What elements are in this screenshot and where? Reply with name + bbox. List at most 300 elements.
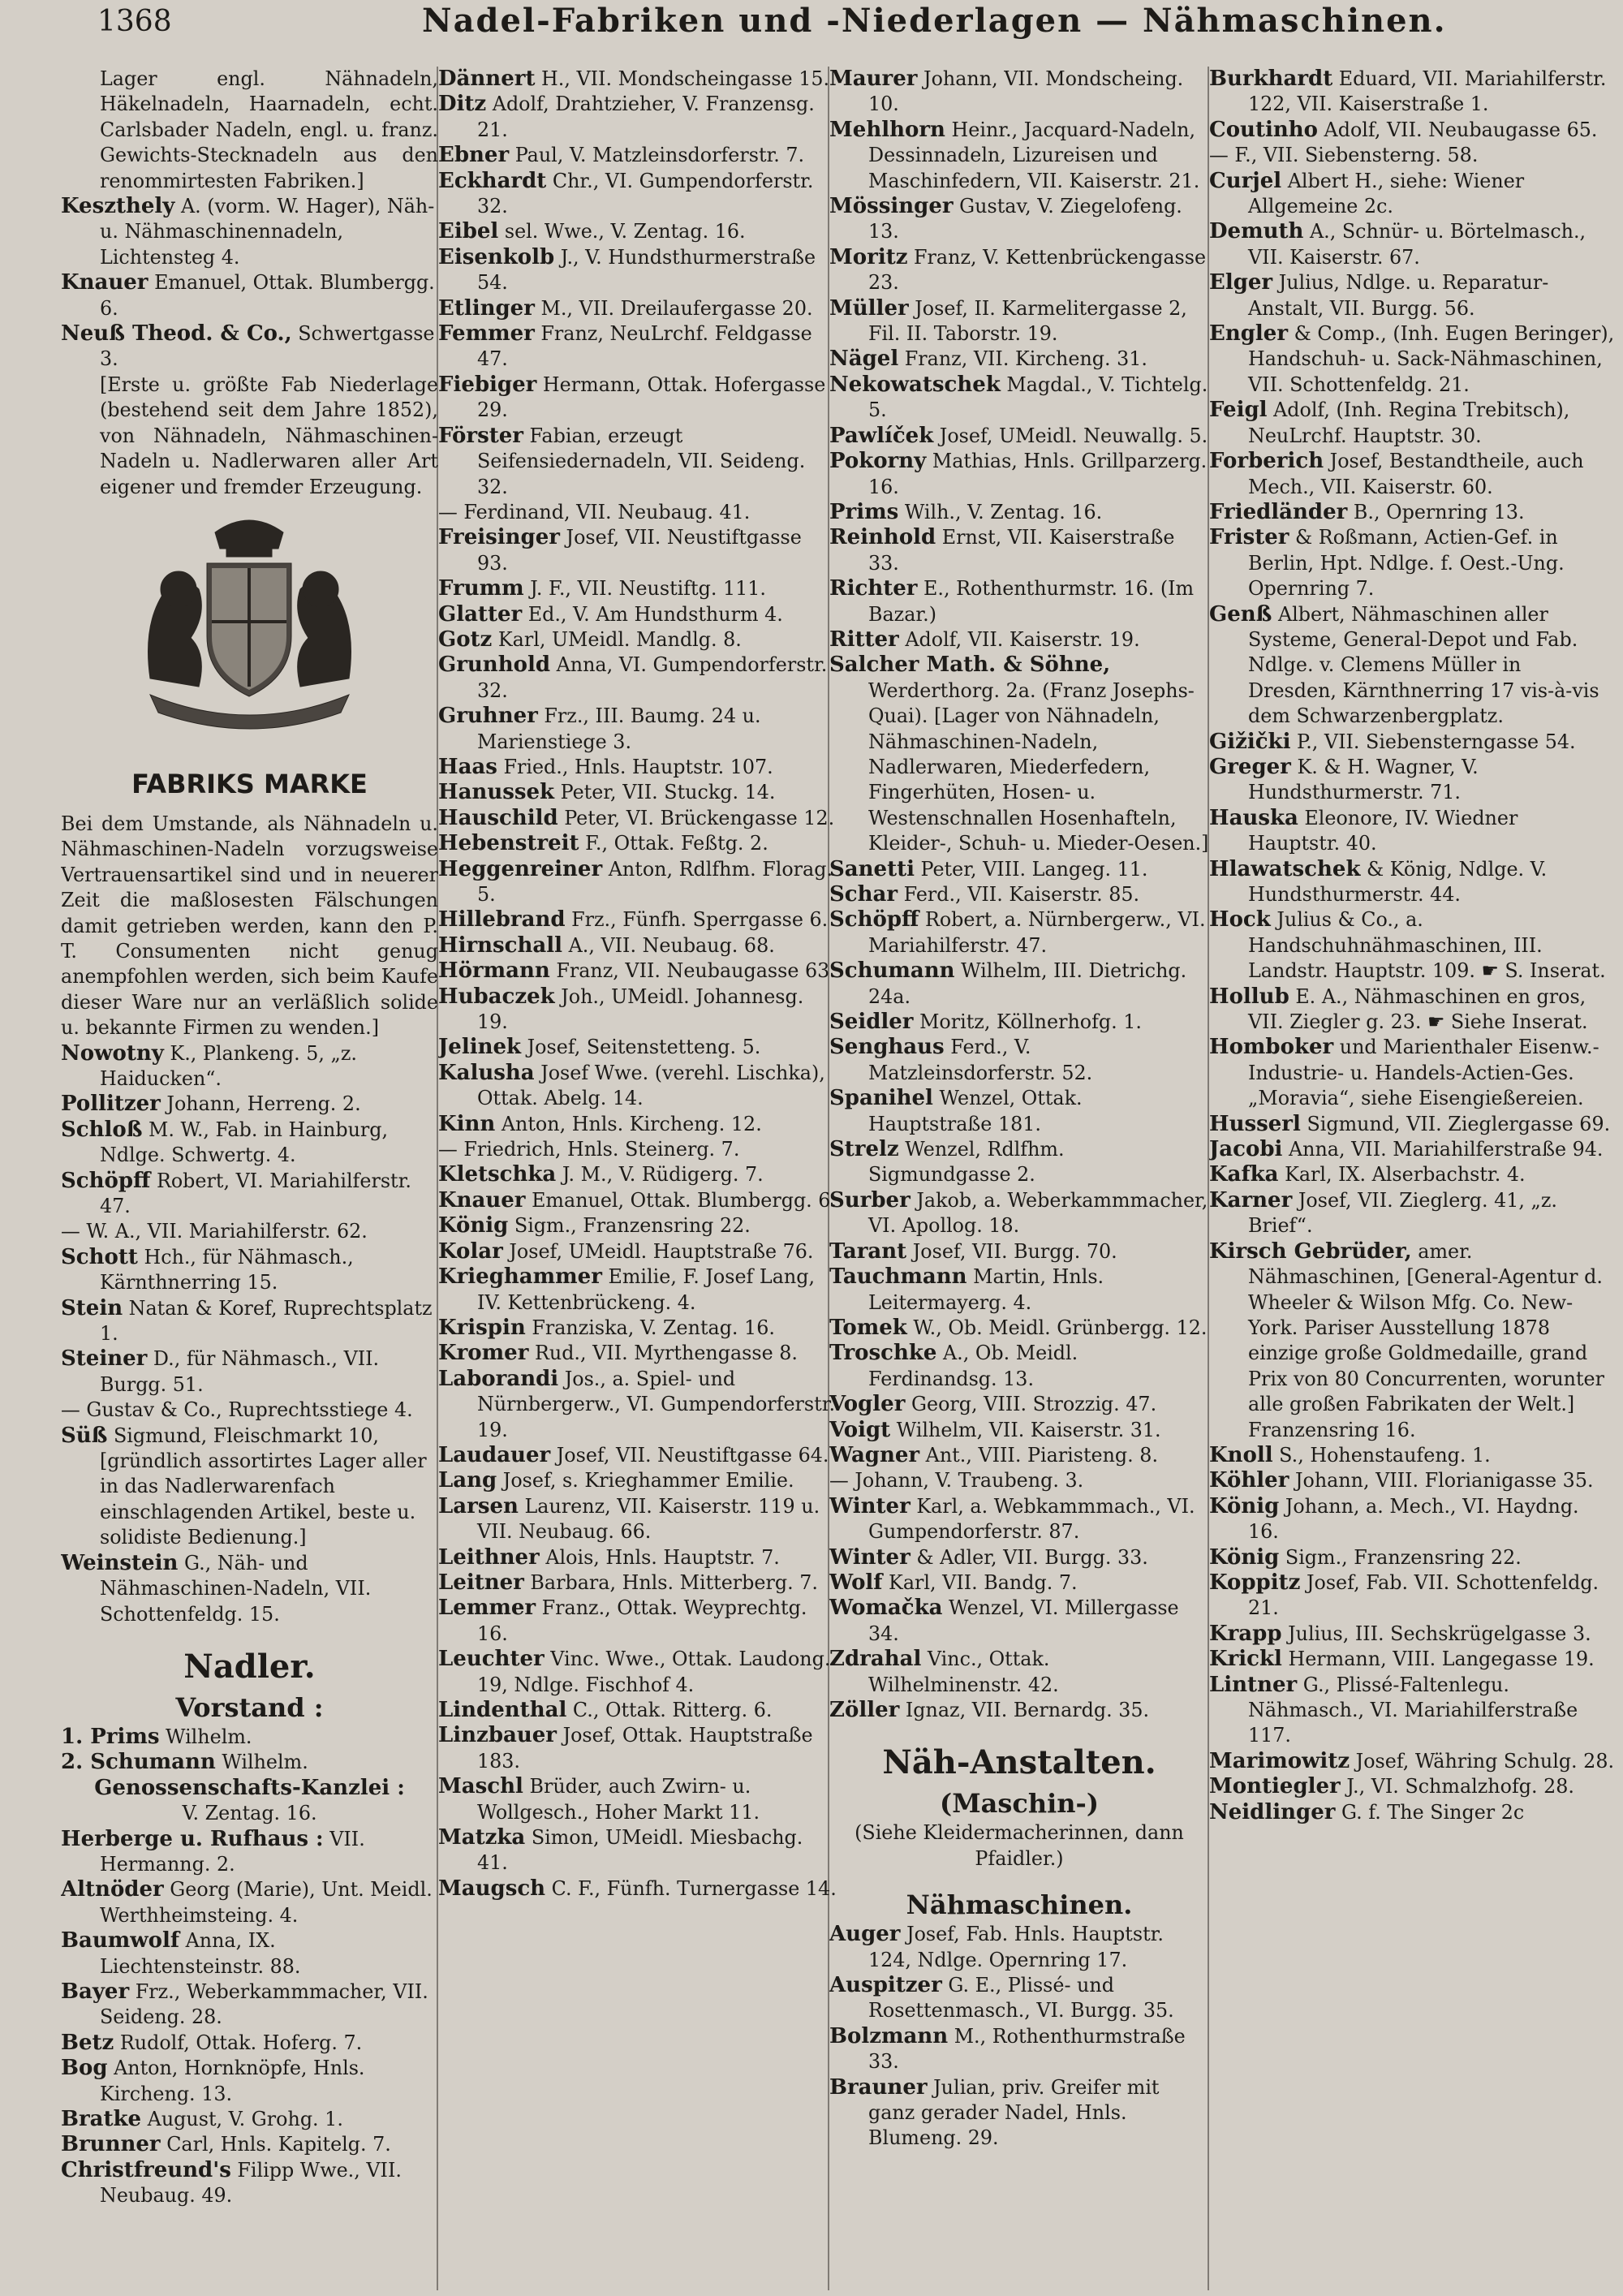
entry-list: [829, 67, 1209, 1723]
entry-details: Robert, VI. Mariahilferstr. 47.: [100, 1169, 411, 1217]
directory-entry: [1209, 1749, 1615, 1774]
entry-name: Nägel: [829, 347, 899, 372]
entry-details: Werderthorg. 2a. (Franz Josephs-Quai). [Lager von Nähnadeln, Nähmaschinen-Nadeln, Nadlerwaren, Miederfedern, Fingerhüten, Hosen- u. Westenschnallen Hosenhafteln, Kleider-, Schuh- u. Mieder-Oesen.]: [868, 678, 1209, 855]
entry-name: Schloß: [61, 1117, 143, 1142]
entry-details: J., V. Hundsthurmerstraße 54.: [477, 245, 816, 295]
directory-entry: [61, 1750, 438, 1775]
directory-entry: [1209, 1137, 1615, 1162]
section-heading: Nähmaschinen.: [906, 1889, 1133, 1921]
directory-entry: [61, 1041, 438, 1092]
entry-name: Süß: [61, 1423, 108, 1448]
directory-entry: [1209, 1800, 1615, 1825]
entry-name: König: [1209, 1493, 1280, 1518]
directory-entry: [829, 958, 1209, 1010]
entry-name: Senghaus: [829, 1035, 945, 1060]
entry-details: Fabian, erzeugt Seifensiedernadeln, VII. Seideng. 32.: [477, 424, 806, 498]
section-subheading: (Maschin-): [940, 1788, 1099, 1820]
entry-name: Tarant: [829, 1238, 907, 1264]
directory-entry: [438, 1367, 837, 1443]
directory-entry: [829, 1973, 1209, 2024]
entry-details: J. F., VII. Neustiftg. 111.: [523, 577, 766, 601]
directory-entry: [1209, 398, 1615, 449]
entry-details: Wenzel, Rdlfhm. Sigmundgasse 2.: [868, 1138, 1065, 1187]
entry-name: Krapp: [1209, 1621, 1282, 1646]
entry-name: Womačka: [829, 1596, 943, 1621]
directory-entry: [829, 1392, 1209, 1417]
entry-details: Anton, Hnls. Kircheng. 12.: [495, 1112, 762, 1135]
directory-entry: [438, 67, 837, 92]
entry-name: König: [1209, 1544, 1280, 1570]
entry-details: Julius & Co., a. Handschuhnähmaschinen, III. Landstr. Hauptstr. 109. ☛ S. Inserat.: [1248, 908, 1606, 983]
entry-name: Auspitzer: [829, 1973, 942, 1998]
entry-name: Kromer: [438, 1341, 529, 1366]
entry-details: A., Schnür- u. Börtelmasch., VII. Kaiserstr. 67.: [1248, 220, 1586, 269]
entry-details: Rud., VII. Myrthengasse 8.: [528, 1342, 798, 1365]
entry-details: Julius, Ndlge. u. Reparatur-Anstalt, VII. Burgg. 56.: [1248, 271, 1549, 320]
entry-name: Hubaczek: [438, 984, 555, 1009]
entry-name: Hock: [1209, 907, 1271, 933]
entry-name: Knoll: [1209, 1442, 1273, 1467]
entry-details: Franz, VII. Kircheng. 31.: [898, 347, 1147, 371]
entry-name: Elger: [1209, 270, 1273, 295]
entry-details: Anna, IX. Liechtensteinstr. 88.: [100, 1929, 301, 1978]
entry-details: — Gustav & Co., Ruprechtsstiege 4.: [61, 1398, 413, 1422]
directory-entry: [829, 449, 1209, 500]
notice-text: Bei dem Umstande, als Nähnadeln u. Nähmaschinen-Nadeln vorzugsweise Vertrauensartikel sind und in neuerer Zeit die maßlosesten Fälschungen damit getrieben werden, kann den P. T. Consumenten nicht genug anempfohlen werden, sich beim Kaufe dieser Ware nur an verläßlich solide u. bekannte Firmen zu wenden.]: [61, 812, 438, 1040]
entry-details: Johann, VIII. Florianigasse 35.: [1289, 1469, 1594, 1493]
directory-entry: [438, 424, 837, 500]
directory-entry: [1209, 500, 1615, 525]
directory-entry: [829, 245, 1209, 296]
column-1: [61, 67, 438, 2290]
entry-name: Christfreund's: [61, 2157, 231, 2182]
directory-entry: [438, 984, 837, 1036]
entry-name: Pawlíček: [829, 423, 934, 448]
directory-entry: [1209, 755, 1615, 806]
directory-entry: [438, 296, 837, 321]
directory-entry: [438, 1316, 837, 1341]
directory-entry: [438, 1570, 837, 1596]
entry-name: Gižički: [1209, 729, 1291, 754]
entry-name: Maurer: [829, 67, 918, 91]
directory-entry: [438, 627, 837, 653]
entry-details: W., Ob. Meidl. Grünbergg. 12.: [906, 1316, 1208, 1339]
directory-entry: [829, 1086, 1209, 1137]
page-number: 1368: [97, 5, 172, 38]
entry-name: Köhler: [1209, 1468, 1289, 1493]
directory-entry: [438, 321, 837, 373]
entry-details: und Marienthaler Eisenw.-Industrie- u. Handels-Actien-Ges. „Moravia“, siehe Eisengießereien.: [1248, 1036, 1599, 1110]
directory-entry: [438, 1264, 837, 1316]
entry-name: Stein: [61, 1295, 123, 1320]
directory-entry: [829, 1188, 1209, 1239]
entry-details: Peter, VIII. Langeg. 11.: [914, 857, 1148, 881]
entry-details: Emanuel, Ottak. Blumbergg. 6.: [525, 1188, 837, 1212]
entry-name: Hauschild: [438, 805, 558, 830]
entry-details: Josef, VII. Neustiftgasse 64.: [550, 1443, 829, 1467]
directory-entry: [61, 1877, 438, 1928]
entry-name: Kalusha: [438, 1060, 535, 1085]
entry-details: Emanuel, Ottak. Blumbergg. 6.: [100, 271, 435, 320]
entry-name: Larsen: [438, 1493, 519, 1518]
trademark-logo: [61, 500, 438, 768]
entry-details: & Roßmann, Actien-Gef. in Berlin, Hpt. Ndlge. f. Oest.-Ung. Opernring 7.: [1248, 526, 1565, 601]
entry-name: Fiebiger: [438, 372, 537, 397]
directory-entry: [1209, 806, 1615, 857]
entry-name: Neidlinger: [1209, 1799, 1336, 1824]
entry-details: Karl, a. Webkammmach., VI. Gumpendorferstr. 87.: [868, 1494, 1195, 1544]
directory-entry: [438, 1035, 837, 1060]
directory-entry: [829, 1010, 1209, 1035]
entry-name: Bayer: [61, 1979, 130, 2004]
entry-name: Troschke: [829, 1341, 937, 1366]
kanzlei-address: V. Zentag. 16.: [182, 1802, 317, 1825]
entry-details: Ignaz, VII. Bernardg. 35.: [899, 1699, 1150, 1721]
directory-entry: [61, 2132, 438, 2157]
entry-name: Hörmann: [438, 958, 550, 984]
neuss-text: [Erste u. größte Fab Niederlage (bestehend seit dem Jahre 1852), von Nähnadeln, Nähmaschinen-Nadeln u. Nadlerwaren aller Art eigener und fremder Erzeugung.: [100, 373, 438, 498]
entry-name: Moritz: [829, 244, 908, 269]
entry-details: Josef, Bestandtheile, auch Mech., VII. Kaiserstr. 60.: [1248, 450, 1584, 498]
directory-entry: [438, 1723, 837, 1774]
entry-details: Franz, V. Kettenbrückengasse 23.: [868, 245, 1207, 295]
entry-details: Wilhelm.: [159, 1725, 252, 1748]
entry-details: A., Ob. Meidl. Ferdinandsg. 13.: [868, 1342, 1078, 1390]
entry-name: Femmer: [438, 321, 535, 347]
entry-details: Laurenz, VII. Kaiserstr. 119 u. VII. Neubaug. 66.: [477, 1494, 820, 1544]
entry-details: Jos., a. Spiel- und Nürnbergerw., VI. Gumpendorferstr. 19.: [477, 1367, 836, 1441]
entry-name: Gotz: [438, 627, 493, 652]
entry-details: Adolf, VII. Neubaugasse 65.: [1317, 118, 1598, 141]
entry-details: Moritz, Köllnerhofg. 1.: [913, 1010, 1142, 1034]
entry-name: Ditz: [438, 92, 487, 117]
entry-details: Alois, Hnls. Hauptstr. 7.: [539, 1545, 780, 1569]
directory-entry: [1209, 1494, 1615, 1545]
directory-entry: [829, 2024, 1209, 2075]
entry-details: Hermann, VIII. Langegasse 19.: [1281, 1648, 1595, 1671]
entry-details: Vinc., Ottak. Wilhelminenstr. 42.: [868, 1648, 1059, 1696]
entry-details: Anton, Hornknöpfe, Hnls. Kircheng. 13.: [100, 2057, 365, 2105]
entry-details: Sigmund, VII. Zieglergasse 69.: [1300, 1112, 1611, 1135]
entry-details: Mathias, Hnls. Grillparzerg. 16.: [868, 450, 1208, 498]
directory-entry: [438, 1825, 837, 1876]
entry-name: Wolf: [829, 1570, 883, 1595]
directory-entry: [1209, 1112, 1615, 1137]
directory-entry: [438, 1468, 837, 1493]
directory-entry: [829, 347, 1209, 372]
directory-entry: [829, 1316, 1209, 1341]
directory-entry: [829, 1922, 1209, 1973]
entry-name: Bratke: [61, 2107, 142, 2131]
directory-entry: [61, 2056, 438, 2107]
entry-details: amer. Nähmaschinen, [General-Agentur d. Wheeler & Wilson Mfg. Co. New-York. Pariser Ausstellung 1878 einzige große Goldmedaille, grand Prix von 80 Concurrenten, worunter alle großen Fabrikaten der Welt.] Franzensring 16.: [1248, 1239, 1605, 1441]
directory-entry: [61, 1725, 438, 1750]
entry-details: E., Rothenthurmstr. 16. (Im Bazar.): [868, 577, 1195, 626]
entry-name: Frumm: [438, 576, 524, 601]
entry-details: Franz, NeuLrchf. Feldgasse 47.: [477, 322, 812, 371]
entry-details: Peter, VI. Brückengasse 12.: [558, 806, 835, 829]
directory-entry: [438, 907, 837, 933]
directory-entry: [1209, 1673, 1615, 1749]
entry-details: Barbara, Hnls. Mitterberg. 7.: [523, 1570, 818, 1594]
directory-entry: [438, 1774, 837, 1825]
entry-details: Peter, VII. Stuckg. 14.: [554, 781, 776, 804]
entry-name: Krickl: [1209, 1647, 1282, 1672]
entry-name: Burkhardt: [1209, 67, 1333, 91]
entry-name: Kletschka: [438, 1162, 557, 1187]
entry-details: Adolf, VII. Kaiserstr. 19.: [898, 627, 1140, 651]
entry-name: Haas: [438, 754, 497, 779]
entry-name: Lindenthal: [438, 1698, 567, 1722]
directory-entry: [829, 1264, 1209, 1316]
entry-name: Marimowitz: [1209, 1748, 1350, 1773]
directory-entry: [438, 1112, 837, 1137]
entry-name: Friedländer: [1209, 499, 1348, 524]
entry-name: Jelinek: [438, 1035, 522, 1060]
entry-details: — W. A., VII. Mariahilferstr. 62.: [61, 1220, 368, 1243]
entry-details: Jakob, a. Weberkammmacher, VI. Apollog. 18.: [868, 1188, 1208, 1238]
entry-details: Wilhelm.: [215, 1751, 308, 1774]
entry-name: Homboker: [1209, 1035, 1334, 1060]
directory-entry: [1209, 321, 1615, 398]
entry-details: Josef, VII. Neustiftgasse 93.: [477, 526, 802, 575]
entry-details: Natan & Koref, Ruprechtsplatz 1.: [100, 1296, 433, 1346]
directory-entry: [1209, 984, 1615, 1036]
directory-entry: [1209, 1162, 1615, 1187]
entry-name: Eisenkolb: [438, 244, 555, 269]
entry-details: Simon, UMeidl. Miesbachg. 41.: [477, 1826, 803, 1875]
kanzlei-heading: Genossenschafts-Kanzlei :: [94, 1775, 405, 1800]
directory-entry: [829, 296, 1209, 347]
entry-details: — Ferdinand, VII. Neubaug. 41.: [438, 500, 751, 523]
directory-entry: [829, 1341, 1209, 1392]
directory-entry: [61, 1245, 438, 1296]
entry-details: J., VI. Schmalzhofg. 28.: [1340, 1775, 1574, 1798]
entry-name: Knauer: [438, 1187, 526, 1213]
entry-details: August, V. Grohg. 1.: [141, 2108, 343, 2130]
entry-details: Paul, V. Matzleinsdorferstr. 7.: [509, 144, 805, 167]
entry-name: Zdrahal: [829, 1647, 922, 1672]
directory-entry: [438, 1341, 837, 1366]
directory-entry: [829, 500, 1209, 525]
entry-name: Keszthely: [61, 194, 175, 219]
entry-details: D., für Nähmasch., VII. Burgg. 51.: [100, 1347, 380, 1396]
directory-entry: [61, 1296, 438, 1347]
directory-entry: [829, 424, 1209, 449]
entry-details: Wenzel, VI. Millergasse 34.: [868, 1596, 1179, 1645]
entry-name: Genß: [1209, 601, 1272, 627]
entry-details: Carl, Hnls. Kapitelg. 7.: [160, 2133, 391, 2156]
directory-entry: [438, 1188, 837, 1213]
entry-details: Eleonore, IV. Wiedner Hauptstr. 40.: [1248, 806, 1518, 855]
directory-entry: [1209, 857, 1615, 908]
entry-name: Glatter: [438, 601, 523, 627]
entry-details: E. A., Nähmaschinen en gros, VII. Ziegler g. 23. ☛ Siehe Inserat.: [1248, 984, 1588, 1034]
entry-details: Karl, IX. Alserbachstr. 4.: [1278, 1163, 1526, 1187]
directory-entry: [829, 1418, 1209, 1443]
entry-name: Richter: [829, 576, 918, 601]
directory-entry: [61, 1928, 438, 1979]
directory-entry: [438, 373, 837, 424]
directory-entry: [1209, 143, 1615, 168]
entry-details: Fried., Hnls. Hauptstr. 107.: [497, 755, 773, 778]
entry-name: Krispin: [438, 1315, 526, 1340]
entry-details: Adolf, (Inh. Regina Trebitsch), NeuLrchf. Hauptstr. 30.: [1248, 398, 1570, 447]
entry-name: Greger: [1209, 754, 1291, 779]
directory-entry: [1209, 449, 1615, 500]
entry-details: Johann, a. Mech., VI. Haydng. 16.: [1248, 1494, 1579, 1544]
entry-name: Hillebrand: [438, 907, 566, 933]
directory-entry: [1209, 1188, 1615, 1239]
entry-name: Maschl: [438, 1774, 523, 1799]
entry-name: Feigl: [1209, 398, 1268, 423]
entry-details: Sigmund, Fleischmarkt 10, [gründlich assortirtes Lager aller in das Nadlerwarenfach einschlagenden Artikel, beste u. solidiste Bedienung.]: [100, 1424, 427, 1549]
directory-entry: [438, 143, 837, 168]
entry-details: M., VII. Dreilaufergasse 20.: [534, 296, 813, 320]
entry-name: Strelz: [829, 1137, 899, 1162]
entry-name: Sanetti: [829, 856, 915, 881]
entry-name: Karner: [1209, 1187, 1293, 1213]
entry-name: Neuß Theod. & Co.,: [61, 321, 292, 347]
entry-details: Magdal., V. Tichtelg. 5.: [868, 373, 1208, 422]
entry-details: Franziska, V. Zentag. 16.: [525, 1316, 775, 1339]
directory-entry: [61, 1346, 438, 1398]
directory-entry: [438, 1698, 837, 1723]
directory-entry: [829, 1647, 1209, 1698]
entry-details: Josef, Fab. Hnls. Hauptstr. 124, Ndlge. Opernring 17.: [868, 1923, 1164, 1971]
directory-entry: [438, 958, 837, 984]
entry-details: Robert, a. Nürnbergerw., VI. Mariahilferstr. 47.: [868, 908, 1206, 957]
entry-details: Frz., Fünfh. Sperrgasse 6.: [565, 908, 829, 932]
entry-list: [1209, 67, 1615, 1825]
entry-name: Lintner: [1209, 1672, 1298, 1697]
entry-details: Frz., Weberkammmacher, VII. Seideng. 28.: [100, 1979, 428, 2029]
directory-entry: [829, 1035, 1209, 1086]
entry-details: Frz., III. Baumg. 24 u. Marienstiege 3.: [477, 704, 761, 753]
directory-entry: [61, 1118, 438, 1169]
entry-name: Schott: [61, 1244, 138, 1269]
directory-entry: [829, 907, 1209, 958]
directory-entry: [829, 653, 1209, 856]
directory-entry: [438, 92, 837, 143]
directory-entry: [438, 755, 837, 780]
directory-entry: [1209, 219, 1615, 270]
entry-name: Dännert: [438, 67, 536, 91]
directory-entry: [438, 1443, 837, 1468]
entry-details: G., Näh- und Nähmaschinen-Nadeln, VII. Schottenfeldg. 15.: [100, 1551, 372, 1626]
entry-details: Ernst, VII. Kaiserstraße 33.: [868, 526, 1175, 575]
entry-name: König: [438, 1213, 509, 1238]
entry-details: Georg (Marie), Unt. Meidl. Werthheimsteing. 4.: [100, 1878, 433, 1927]
directory-entry: [438, 1239, 837, 1264]
directory-entry: [438, 806, 837, 831]
entry-name: Lemmer: [438, 1596, 536, 1621]
directory-entry: [829, 373, 1209, 424]
entry-details: Josef, s. Krieghammer Emilie.: [497, 1469, 794, 1493]
entry-details: Josef, VII. Zieglerg. 41, „z. Brief“.: [1248, 1188, 1557, 1238]
column-2: [438, 67, 837, 2290]
directory-entry: [438, 857, 837, 908]
entry-name: Hlawatschek: [1209, 856, 1361, 881]
entry-details: F., Ottak. Feßtg. 2.: [579, 832, 768, 855]
directory-entry: [438, 1596, 837, 1647]
entry-name: Voigt: [829, 1417, 891, 1442]
entry-name: Lang: [438, 1468, 497, 1493]
entry-details: Wilhelm, VII. Kaiserstr. 31.: [890, 1418, 1161, 1441]
entry-details: Albert H., siehe: Wiener Allgemeine 2c.: [1248, 169, 1525, 218]
entry-name: Weinstein: [61, 1550, 179, 1575]
entry-details: — Friedrich, Hnls. Steinerg. 7.: [438, 1138, 740, 1161]
entry-name: Tauchmann: [829, 1264, 967, 1290]
entry-name: Müller: [829, 295, 909, 321]
entry-name: Kafka: [1209, 1162, 1279, 1187]
directory-entry: [61, 1551, 438, 1627]
entry-details: A. (vorm. W. Hager), Näh- u. Nähmaschinennadeln, Lichtensteg 4.: [100, 195, 435, 269]
entry-name: Nekowatschek: [829, 372, 1001, 397]
entry-name: Eibel: [438, 219, 499, 244]
directory-entry: [438, 1061, 837, 1112]
section-heading: Nadler.: [183, 1647, 316, 1686]
directory-entry: [61, 321, 438, 373]
entry-name: Leithner: [438, 1544, 540, 1570]
entry-details: Josef, UMeidl. Neuwallg. 5.: [933, 424, 1208, 447]
entry-name: Leitner: [438, 1570, 524, 1595]
entry-name: Schöpff: [829, 907, 919, 933]
entry-details: Hermann, Ottak. Hofergasse 29.: [477, 373, 826, 422]
entry-name: Heggenreiner: [438, 856, 603, 881]
directory-entry: [1209, 1647, 1615, 1672]
entry-name: Brunner: [61, 2132, 161, 2157]
entry-details: Ant., VIII. Piaristeng. 8.: [919, 1443, 1159, 1467]
entry-details: Sigm., Franzensring 22.: [508, 1214, 751, 1238]
directory-entry: [438, 1876, 837, 1902]
entry-name: Frister: [1209, 525, 1289, 550]
directory-entry: [61, 1398, 438, 1423]
directory-entry: [61, 270, 438, 321]
directory-entry: [1209, 1443, 1615, 1468]
entry-list: [61, 1041, 438, 1627]
directory-entry: [1209, 1570, 1615, 1622]
entry-details: S., Hohenstaufeng. 1.: [1272, 1443, 1491, 1467]
entry-name: Hebenstreit: [438, 831, 579, 856]
entry-name: Nowotny: [61, 1040, 164, 1066]
entry-details: Vinc. Wwe., Ottak. Laudong. 19, Ndlge. Fischhof 4.: [477, 1648, 831, 1696]
entry-details: — F., VII. Siebensterng. 58.: [1209, 144, 1479, 167]
entry-name: Schumann: [829, 958, 955, 984]
directory-entry: [829, 67, 1209, 118]
logo-caption: FABRIKS MARKE: [131, 768, 368, 799]
entry-name: Seidler: [829, 1010, 914, 1035]
directory-entry: [61, 1169, 438, 1220]
entry-name: Wagner: [829, 1442, 920, 1467]
entry-name: Ritter: [829, 627, 899, 652]
entry-name: Laborandi: [438, 1366, 559, 1391]
entry-name: Montiegler: [1209, 1774, 1341, 1799]
entry-details: Josef, Währing Schulg. 28.: [1350, 1749, 1615, 1773]
directory-entry: [61, 1979, 438, 2031]
entry-name: Zöller: [829, 1698, 900, 1722]
entry-name: Kirsch Gebrüder,: [1209, 1238, 1412, 1264]
entry-name: Matzka: [438, 1825, 526, 1850]
section-heading: Näh-Anstalten.: [882, 1743, 1156, 1782]
entry-name: Pokorny: [829, 449, 927, 474]
directory-entry: [1209, 118, 1615, 143]
coat-of-arms-icon: [61, 500, 438, 768]
entry-list: [829, 1922, 1209, 2152]
entry-list: [61, 1827, 438, 2209]
entry-details: sel. Wwe., V. Zentag. 16.: [498, 220, 746, 243]
entry-details: Martin, Hnls. Leitermayerg. 4.: [868, 1265, 1104, 1314]
